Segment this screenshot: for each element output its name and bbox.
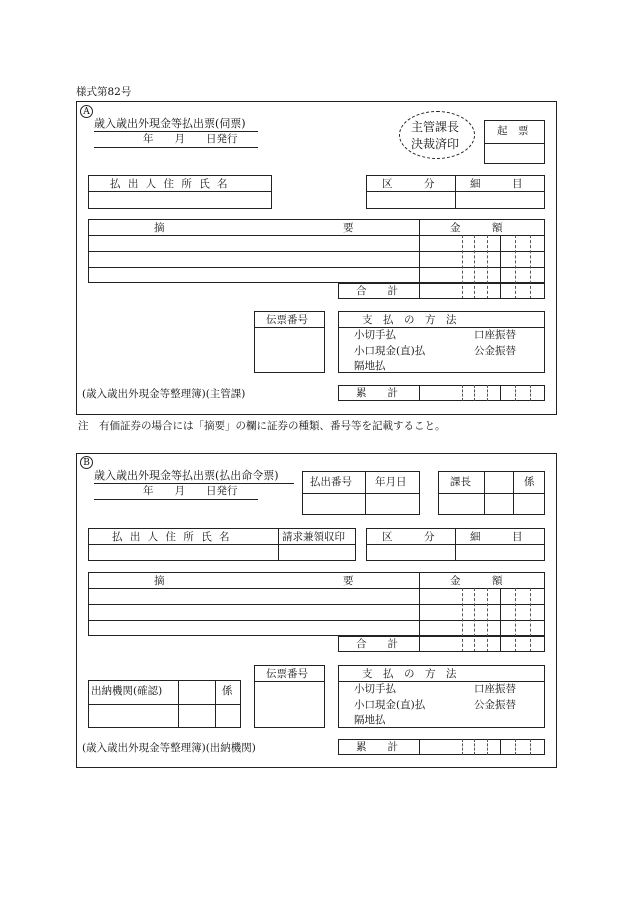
form-b-ruikei-label: 累 計: [356, 741, 398, 753]
form-a-kakuchi[interactable]: 隔地払: [354, 360, 386, 372]
form-a-seal-line2: 決裁済印: [411, 137, 460, 151]
form-b-title-underline: [94, 483, 294, 484]
form-a-seal-line1: 主管課長: [411, 120, 460, 134]
form-a-kogitte[interactable]: 小切手払: [354, 329, 396, 341]
form-a-method-title: 支 払 の 方 法: [362, 314, 457, 326]
form-number: 様式第82号: [76, 86, 132, 98]
form-a-kubun-label: 区 分: [382, 178, 435, 190]
form-b-koguchi[interactable]: 小口現金(直)払: [354, 699, 426, 711]
form-b-saimoku-label: 細 目: [470, 531, 523, 543]
form-a-gokei-label: 合 計: [356, 285, 398, 297]
form-b-payee-label: 払 出 人 住 所 氏 名: [112, 531, 232, 543]
form-b-suito-kakari-label: 係: [222, 685, 233, 697]
form-a-title-underline: [94, 131, 258, 132]
form-b-kingaku-label: 金 額: [450, 575, 503, 587]
form-b-title: 歳入歳出外現金等払出票(払出命令票): [94, 469, 279, 482]
form-a-kokin[interactable]: 公金振替: [474, 345, 516, 357]
form-b-kubun-label: 区 分: [382, 531, 435, 543]
form-b-denpyo-label: 伝票番号: [266, 668, 308, 680]
form-b-date-line: 年 月 日発行: [143, 485, 238, 497]
form-b-kakari-label: 係: [524, 476, 535, 488]
form-a-approval-seal: [399, 111, 475, 159]
form-b-gokei-label: 合 計: [356, 638, 398, 650]
form-a-tekiyo-label: 摘: [154, 222, 165, 234]
form-a-title: 歳入歳出外現金等払出票(伺票): [94, 117, 246, 130]
form-a-saimoku-label: 細 目: [470, 178, 523, 190]
form-b-marker: B: [80, 456, 93, 469]
form-a-koza[interactable]: 口座振替: [474, 329, 516, 341]
form-a-kingaku-label: 金 額: [450, 222, 503, 234]
form-b-kokin[interactable]: 公金振替: [474, 699, 516, 711]
note-text: 注 有価証券の場合には「摘要」の欄に証券の種類、番号等を記載すること。: [78, 420, 446, 432]
form-b-harai-no-label: 払出番号: [310, 476, 352, 488]
form-a-koguchi[interactable]: 小口現金(直)払: [354, 345, 426, 357]
form-a-payee-label: 払 出 人 住 所 氏 名: [110, 178, 230, 190]
form-a-kihyo-label: 起 票: [497, 125, 529, 137]
form-b-method-title: 支 払 の 方 法: [362, 668, 457, 680]
form-b-seikyu-label: 請求兼領収印: [282, 531, 345, 543]
form-a-denpyo-label: 伝票番号: [266, 314, 308, 326]
form-a-ruikei-label: 累 計: [356, 387, 398, 399]
form-b-ledger-label: (歳入歳出外現金等整理簿)(出納機関): [82, 742, 256, 754]
form-a-date-line: 年 月 日発行: [143, 133, 238, 145]
form-a-date-underline: [94, 147, 258, 148]
form-b-tekiyo-label: 摘: [154, 575, 165, 587]
form-a-marker: A: [80, 105, 93, 118]
form-b-date-underline: [94, 499, 258, 500]
form-b-yo-label: 要: [343, 575, 354, 587]
form-a-yo-label: 要: [343, 222, 354, 234]
form-b-koza[interactable]: 口座振替: [474, 683, 516, 695]
form-b-suito-label: 出納機関(確認): [91, 685, 163, 697]
form-b-kakuchi[interactable]: 隔地払: [354, 714, 386, 726]
form-a-ledger-label: (歳入歳出外現金等整理簿)(主管課): [82, 388, 246, 400]
form-b-nengappi-label: 年月日: [375, 476, 407, 488]
form-b-kacho-label: 課長: [450, 476, 471, 488]
form-b-kogitte[interactable]: 小切手払: [354, 683, 396, 695]
